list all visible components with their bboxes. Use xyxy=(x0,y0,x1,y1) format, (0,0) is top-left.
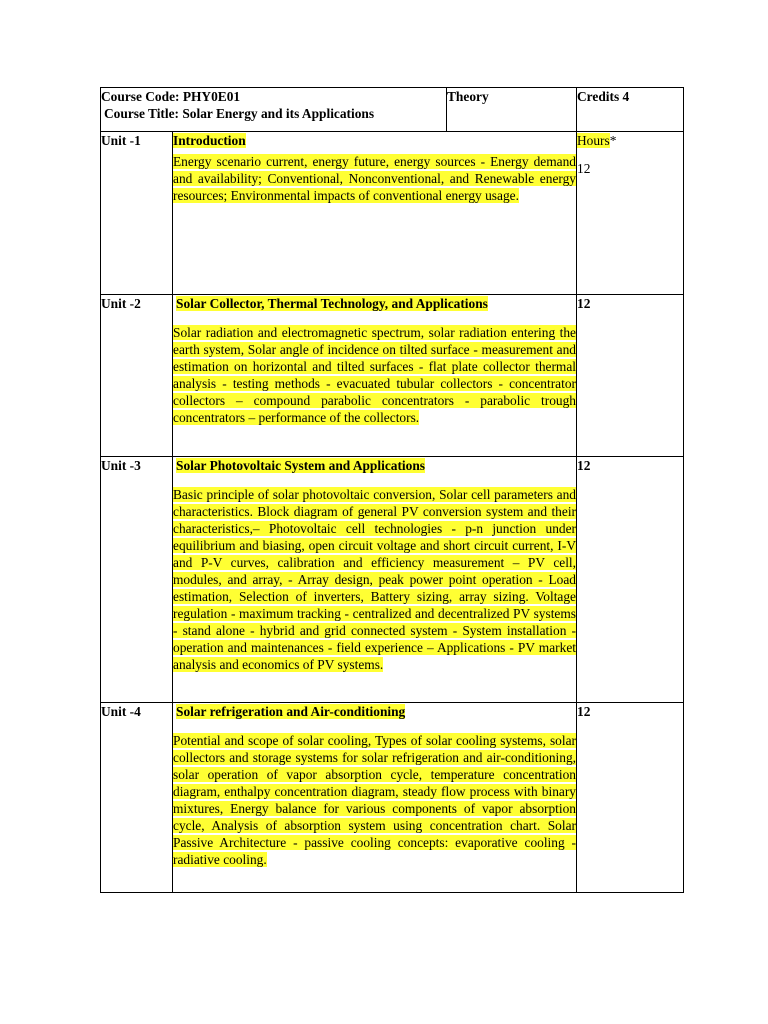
unit-content-cell xyxy=(173,457,577,703)
theory-label: Theory xyxy=(447,89,489,104)
unit-content-cell xyxy=(173,132,577,295)
credits-cell xyxy=(577,88,684,132)
unit-title: Solar Collector, Thermal Technology, and Applications xyxy=(176,296,488,311)
unit-label: Unit -2 xyxy=(101,296,141,311)
syllabus-table xyxy=(100,87,684,893)
hours-value: 12 xyxy=(577,704,591,719)
hours-cell xyxy=(577,295,684,457)
unit-label: Unit -1 xyxy=(101,133,141,148)
unit-description: Solar radiation and electromagnetic spectrum, solar radiation entering the earth system, Solar angle of incidence on tilted surface - measurement and estimation on horizontal and tilted surfaces - flat plate collector thermal analysis - testing methods - evacuated tubular collectors - concentrator collectors – compound parabolic concentrators - parabolic trough concentrators – performance of the collectors. xyxy=(173,325,576,425)
unit-title: Solar refrigeration and Air-conditioning xyxy=(176,704,406,719)
header-row xyxy=(101,88,684,132)
unit-row xyxy=(101,132,684,295)
theory-cell xyxy=(447,88,577,132)
unit-row xyxy=(101,295,684,457)
unit-description: Energy scenario current, energy future, energy sources - Energy demand and availability; Conventional, Nonconventional, and Renewable energy resources; Environmental impacts of conventional energy usage. xyxy=(173,154,576,203)
hours-cell xyxy=(577,132,684,295)
unit-label-cell xyxy=(101,132,173,295)
hours-cell xyxy=(577,703,684,893)
unit-row xyxy=(101,457,684,703)
unit-row xyxy=(101,703,684,893)
hours-cell xyxy=(577,457,684,703)
hours-label: Hours xyxy=(577,133,610,148)
unit-description: Basic principle of solar photovoltaic conversion, Solar cell parameters and characteristics. Block diagram of general PV conversion system and their characteristics,– Photovoltaic cell technologies - p-n junction under equilibrium and biasing, open circuit voltage and short circuit current, I-V and P-V curves, calibration and efficiency measurement – PV cell, modules, and array, - Array design, peak power point operation - Load estimation, Selection of inverters, Battery sizing, array sizing. Voltage regulation - maximum tracking - centralized and decentralized PV systems - stand alone - hybrid and grid connected system - System installation - operation and maintenances - field experience – Applications - PV market analysis and economics of PV systems. xyxy=(173,487,576,672)
unit-label: Unit -4 xyxy=(101,704,141,719)
course-info-cell xyxy=(101,88,447,132)
hours-value: 12 xyxy=(577,161,591,176)
unit-title: Solar Photovoltaic System and Applications xyxy=(176,458,425,473)
course-title: Course Title: Solar Energy and its Applications xyxy=(104,106,375,121)
unit-label-cell xyxy=(101,295,173,457)
unit-label-cell xyxy=(101,703,173,893)
course-code: Course Code: PHY0E01 xyxy=(101,89,241,104)
unit-content-cell xyxy=(173,703,577,893)
unit-title: Introduction xyxy=(173,133,246,148)
hours-asterisk: * xyxy=(609,133,617,148)
hours-value: 12 xyxy=(577,296,591,311)
hours-value: 12 xyxy=(577,458,591,473)
unit-content-cell xyxy=(173,295,577,457)
unit-label-cell xyxy=(101,457,173,703)
unit-label: Unit -3 xyxy=(101,458,141,473)
credits-label: Credits 4 xyxy=(577,89,630,104)
unit-description: Potential and scope of solar cooling, Types of solar cooling systems, solar collectors and storage systems for solar refrigeration and air-conditioning, solar operation of vapor absorption cycle, temperature concentration diagram, enthalpy concentration diagram, steady flow process with binary mixtures, Energy balance for various components of vapor absorption cycle, Analysis of absorption system using concentration chart. Solar Passive Architecture - passive cooling concepts: evaporative cooling - radiative cooling. xyxy=(173,733,576,867)
